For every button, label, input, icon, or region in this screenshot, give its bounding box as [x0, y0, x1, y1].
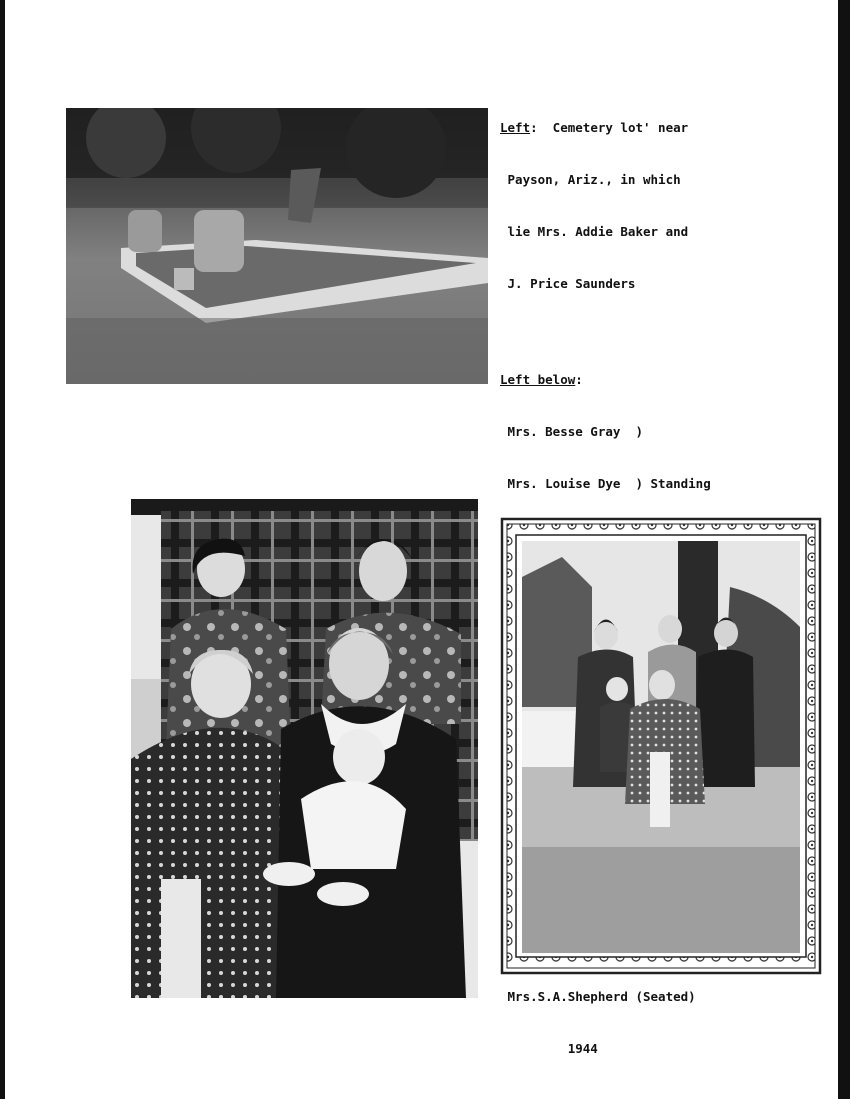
caption-left-heading: Left: [500, 119, 531, 135]
cemetery-photo: [66, 108, 488, 384]
caption-right-below-line: 1944: [500, 1040, 598, 1056]
caption-left-line: : Cemetery lot' near: [530, 119, 689, 135]
scan-edge-right: [838, 0, 850, 1099]
caption-right-below-line: Mrs.S.A.Shepherd (Seated): [500, 988, 696, 1004]
family-photo-1944: [500, 517, 822, 975]
caption-left-below-heading: Left below: [500, 371, 576, 387]
scan-edge-left: [0, 0, 5, 1099]
caption-left-below-line: Mrs. Besse Gray ): [500, 423, 643, 439]
caption-left: [500, 119, 800, 136]
caption-left-line: lie Mrs. Addie Baker and: [500, 224, 689, 240]
caption-left-below-line: Mrs. Louise Dye ) Standing: [500, 475, 711, 491]
caption-left-line: J. Price Saunders: [500, 276, 636, 292]
family-photo-1938: [131, 499, 478, 998]
caption-left-below: Left below:: [500, 371, 583, 387]
caption-left-line: Payson, Ariz., in which: [500, 172, 681, 188]
